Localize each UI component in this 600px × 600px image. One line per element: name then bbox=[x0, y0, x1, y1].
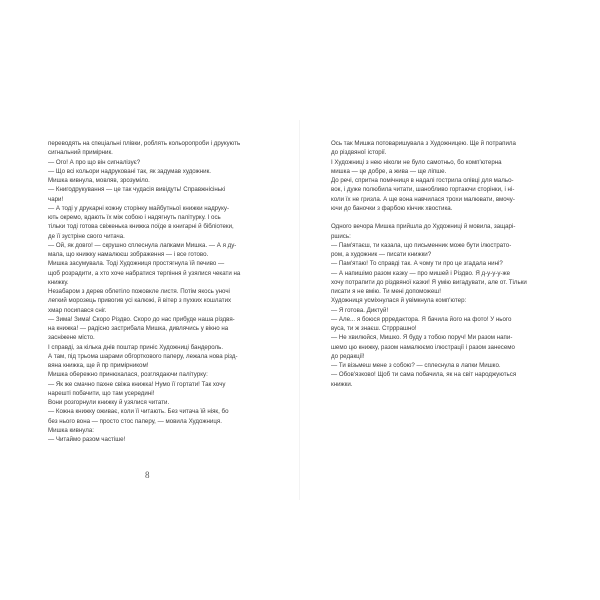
text-line: ршись: bbox=[331, 232, 351, 240]
text-line: А там, під трьома шарами обгорткового паперу, лежала нова різд- bbox=[48, 352, 238, 360]
text-line: вяна книжка, ще й пр примірником! bbox=[48, 362, 149, 369]
text-line: І Художниці з нею ніколи не було самотньо, бо комп'ютерна bbox=[331, 158, 502, 166]
text-line: ром, а художник — писати книжки? bbox=[331, 251, 432, 258]
text-line: писати я не вмію. Ти мені допоможеш! bbox=[331, 288, 441, 295]
text-line: — Не хвилюйся, Мишко. Я буду з тобою поруч! Ми разом напи- bbox=[331, 334, 513, 342]
text-line: засніжене місто. bbox=[48, 334, 95, 342]
text-line: — Як же смачно пахне свіжа книжка! Нумо її гортати! Так хочу bbox=[48, 380, 226, 388]
text-line: хочу потрапити до різдвяної казки! Я умію вигадувати, але от. Тільки bbox=[331, 278, 527, 286]
text-line: Вони розгорнули книжку й узялися читати. bbox=[48, 399, 170, 406]
text-line: тільки тоді готова свіженька книжка поїде в книгарні й бібліотеки, bbox=[48, 223, 234, 231]
text-line: Мишка обережно принюхалася, розглядаючи палітурку: bbox=[48, 371, 208, 379]
text-line: на книжка! — радісно застрибала Мишка, дивлячись у вікно на bbox=[48, 325, 229, 332]
text-line: де її зустріне свого читача. bbox=[48, 232, 125, 240]
text-line bbox=[331, 213, 553, 222]
text-line: І справді, за кілька днів поштар приніс Художниці бандероль. bbox=[48, 343, 224, 351]
text-line: Мишка кивнула, мовляв, зрозуміло. bbox=[48, 177, 150, 184]
text-line: — Читаймо разом частіше! bbox=[48, 436, 126, 443]
text-line: чари! bbox=[48, 195, 64, 203]
text-line: шемо цю книжку, разом намалюємо ілюстрації і разом занесемо bbox=[331, 343, 515, 351]
text-line: Мишка кивнула: bbox=[48, 426, 94, 434]
page-number: 8 bbox=[145, 470, 150, 480]
text-line: — Я готова. Диктуй! bbox=[331, 306, 389, 314]
text-line: Мишка засумувала. Тоді Художниця простягнула їй печиво — bbox=[48, 260, 225, 268]
text-line: переводять на спеціальні плівки, роблять кольоропроби і друкують bbox=[48, 140, 241, 147]
text-line: легкий морозець привогив усі калюжі, й вітер з пухких кошлатих bbox=[48, 297, 232, 305]
left-page-text bbox=[48, 139, 270, 444]
text-line: Художниця усміхнулася й увімкнула комп'ютер: bbox=[331, 297, 467, 305]
text-line: — Ой, як довго! — скрушно сплеснула лапками Мишка. — А я ду- bbox=[48, 241, 237, 249]
text-line: мала, що книжку намалюєш зображення — і все готово. bbox=[48, 251, 209, 258]
page-gutter bbox=[299, 120, 300, 500]
text-line: до різдвяної історії. bbox=[331, 149, 387, 157]
text-line: — Обов'язково! Щоб ти сама побачила, як на світ народжуються bbox=[331, 371, 517, 379]
text-line: — Кожна книжку оживає, коли її читають. Без читача їй ніяк, бо bbox=[48, 408, 229, 416]
text-line: вок, і дуже полюбила читати, шанобливо гортаючи сторінки, і ні- bbox=[331, 186, 515, 194]
text-line: — Пам'ятаю! То справді так. А чому ти про це згадала нині? bbox=[331, 260, 503, 268]
right-page-text bbox=[331, 139, 553, 389]
text-line: — А напишімо разом казку — про мишей і Різдво. Я д-у-у-у-же bbox=[331, 269, 511, 277]
text-line: — Зима! Зима! Скоро Різдво. Скоро до нас прибуде наша різдвя- bbox=[48, 315, 235, 323]
text-line: мишка — це добре, а жива — ще ліпше. bbox=[331, 167, 447, 175]
text-line: ючи до баночки з фарбою кінчик хвостика. bbox=[331, 204, 453, 212]
text-line: хмар посипався сніг. bbox=[48, 306, 107, 314]
text-line: — Що всі кольори надруковані так, як задумав художник. bbox=[48, 167, 212, 175]
text-line: Ось так Мишка потоваришувала з Художницею. Ще й потрапила bbox=[331, 140, 516, 147]
text-line: До речі, спритна помічниця в надалі гострила олівці для мальо- bbox=[331, 177, 514, 184]
text-line: — Але... я боюся ррредактора. Я бачила його на фото! У нього bbox=[331, 315, 512, 323]
text-line: без нього вона — просто стос паперу, — мовила Художниця. bbox=[48, 417, 222, 425]
text-line: — Ти візьмеш мене з собою? — сплеснула в лапки Мишко. bbox=[331, 362, 501, 369]
text-line: сигнальний примірник. bbox=[48, 149, 113, 157]
text-line: книжку. bbox=[48, 278, 69, 286]
text-line: — А тоді у друкарні кожну сторінку майбутньої книжки надруку- bbox=[48, 204, 229, 212]
text-line: нарешті побачити, що там усередині! bbox=[48, 389, 155, 397]
text-line: — Книгодрукування — це так чудасія вивідуть! Справжнісінькі bbox=[48, 186, 226, 194]
text-line: — Пам'ятаєш, ти казала, що письменник може бути ілюстрато- bbox=[331, 241, 512, 249]
text-line: Одного вечора Мишка прийшла до Художниці й мовила, защарі- bbox=[331, 223, 516, 231]
text-line: — Ого! А про що він сигналізує? bbox=[48, 158, 141, 166]
text-line: ють окремо, вдають їх між собою і надягнуть палітурку. І ось bbox=[48, 214, 221, 221]
text-line: щоб розрадити, а хто хоче набратися терпіння й узялися чекати на bbox=[48, 269, 241, 277]
text-line: Незабаром з дерев облетіло пожовкле листя. Потім якось уночі bbox=[48, 288, 230, 295]
text-line: книжки. bbox=[331, 380, 353, 388]
text-line: до редакції! bbox=[331, 352, 365, 360]
text-line: коли їх не гризла. А ще вона навчилася трохи малювати, вмочу- bbox=[331, 195, 515, 203]
text-line: вуса, ти ж знаєш. Стрррашно! bbox=[331, 325, 417, 332]
